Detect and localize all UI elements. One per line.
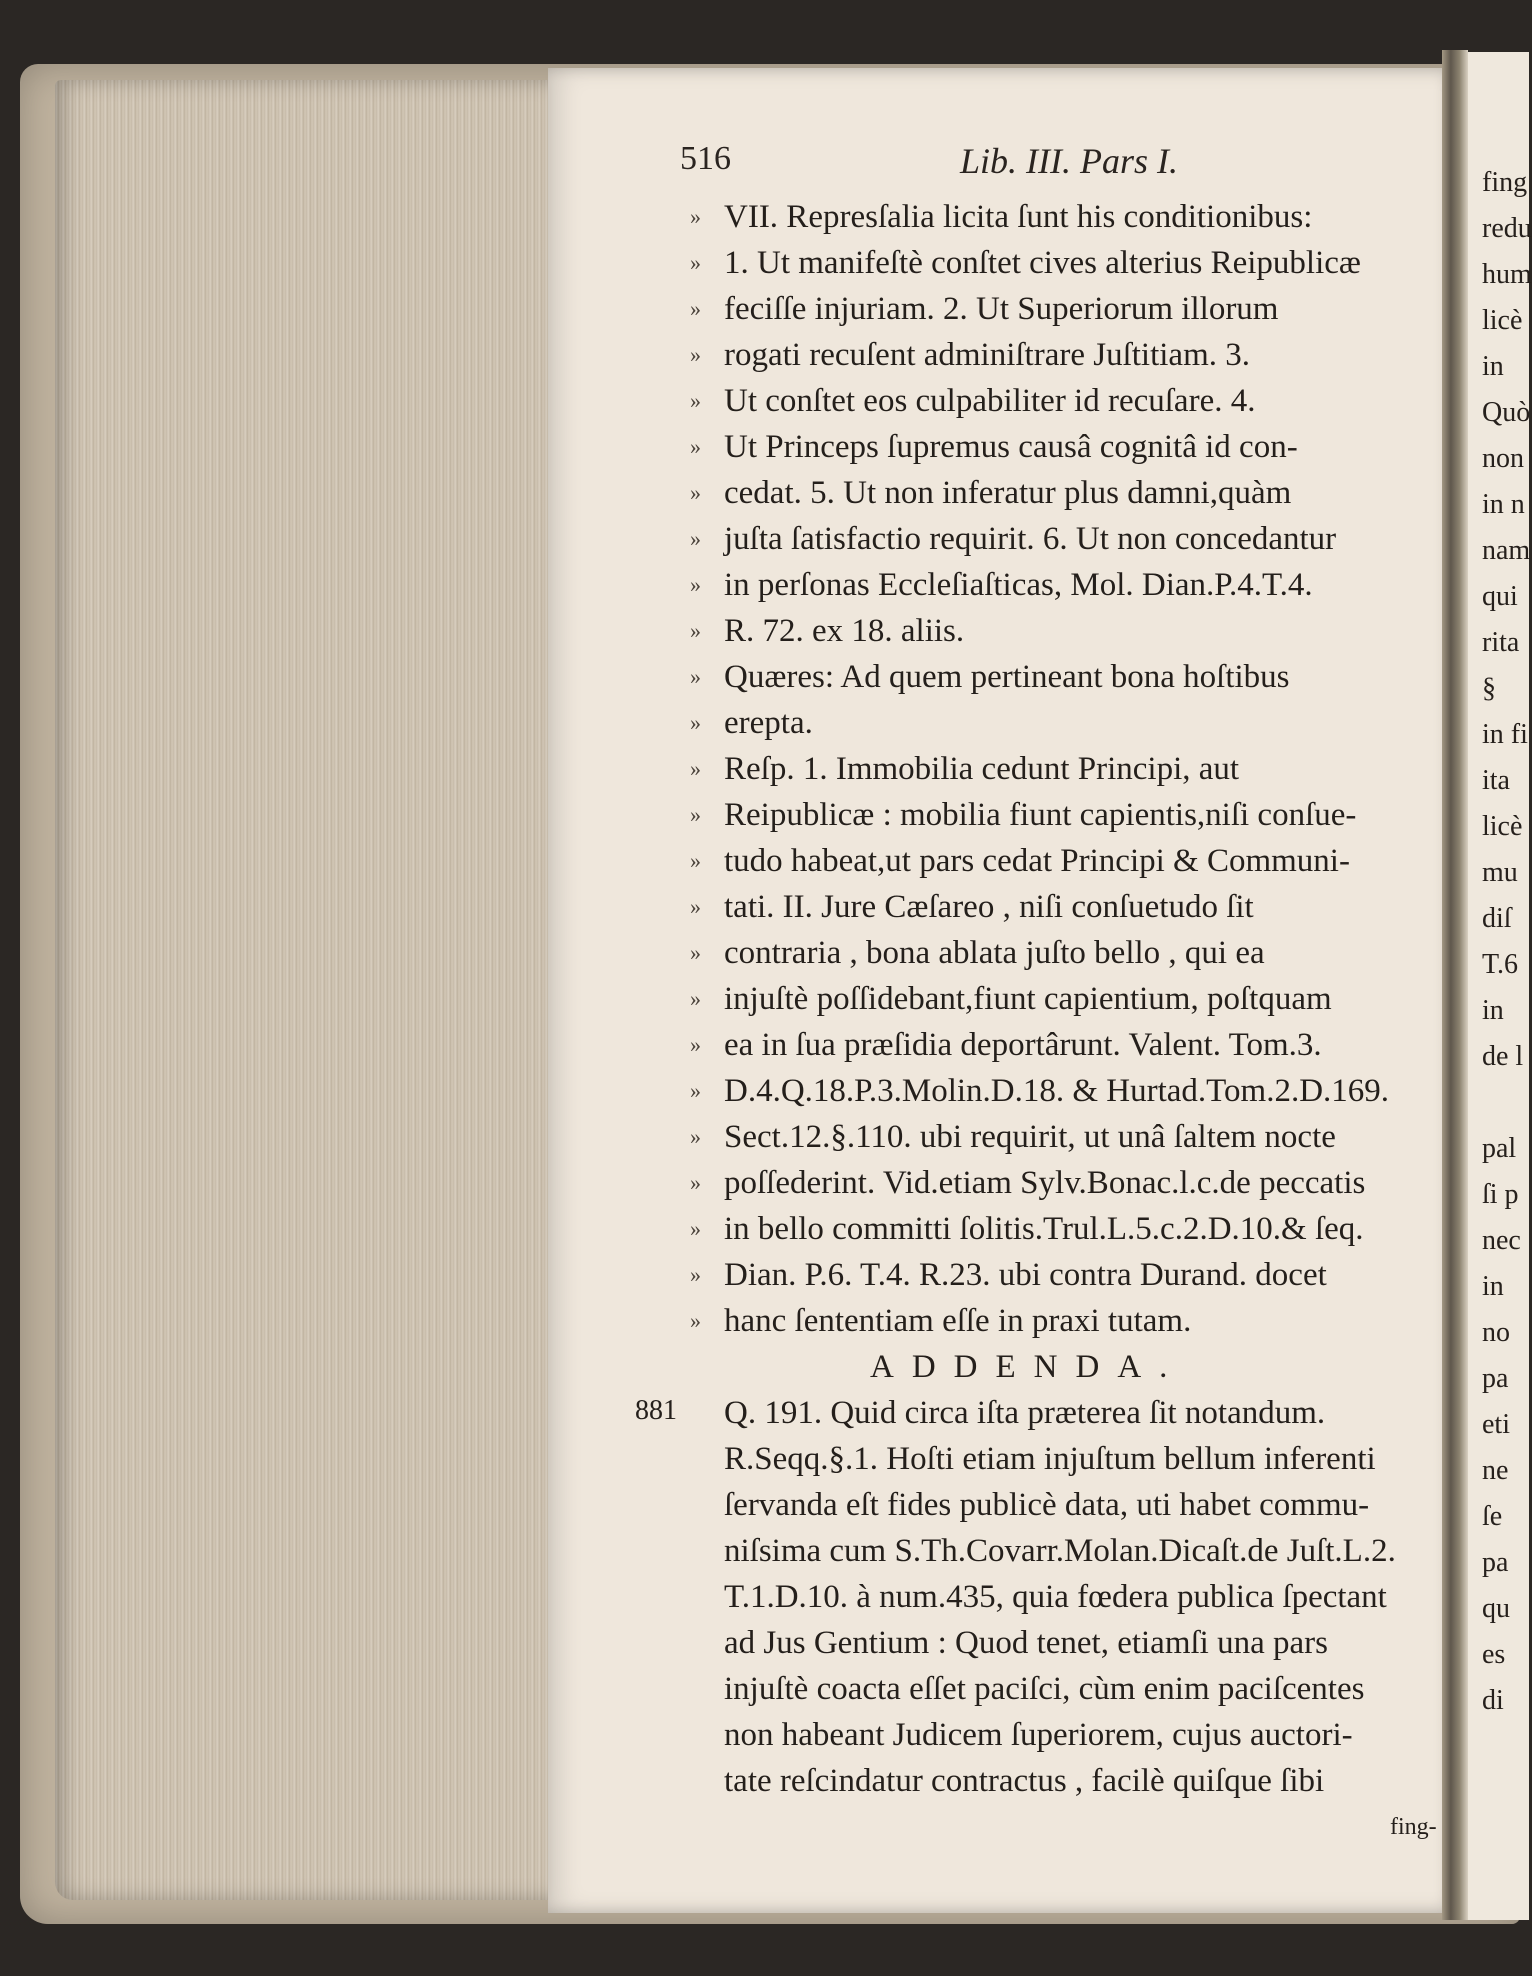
quote-marker: » [690,342,701,368]
quote-marker: » [690,296,701,322]
fragment-line: no [1482,1317,1510,1348]
quote-marker: » [690,986,701,1012]
text-line: » in bello committi ſolitis.Trul.L.5.c.2.D.10.& ſeq. [690,1204,1442,1250]
fragment-line: mu [1482,857,1518,888]
fragment-line [1482,1080,1529,1126]
addenda-line: tate reſcindatur contractus , facilè quiſque ſibi [724,1763,1325,1800]
fragment-line: pal [1482,1133,1517,1164]
fragment-line: nam [1482,535,1531,566]
text-line: » tudo habeat,ut pars cedat Principi & Communi- [690,836,1442,882]
text-line: » 1. Ut manifeſtè conſtet cives alterius Reipublicæ [690,238,1442,284]
fragment-line: di [1482,1685,1504,1716]
page-edges [55,80,555,1900]
text-line: » Dian. P.6. T.4. R.23. ubi contra Durand. docet [690,1250,1442,1296]
fragment-line: redu [1482,213,1532,244]
quote-marker: » [690,710,701,736]
fragment-line: es [1482,1639,1506,1670]
quote-marker: » [690,434,701,460]
fragment-line: rita [1482,627,1520,658]
text-line: » rogati recuſent adminiſtrare Juſtitiam. 3. [690,330,1442,376]
text-line: » ea in ſua præſidia deportârunt. Valent. Tom.3. [690,1020,1442,1066]
text-line: » Sect.12.§.110. ubi requirit, ut unâ ſaltem nocte [690,1112,1442,1158]
quote-marker: » [690,1124,701,1150]
right-page-text [1482,160,1532,1724]
fragment-line: qui [1482,581,1518,612]
text-line: » Quæres: Ad quem pertineant bona hoſtibus [690,652,1442,698]
quote-marker: » [690,802,701,828]
fragment-line: ita [1482,765,1510,796]
text-line: » injuſtè poſſidebant,fiunt capientium, poſtquam [690,974,1442,1020]
fragment-line: pa [1482,1363,1509,1394]
quote-marker: » [690,756,701,782]
fragment-line: licè [1482,811,1523,842]
text-line: » erepta. [690,698,1442,744]
text-line: » contraria , bona ablata juſto bello , qui ea [690,928,1442,974]
margin-reference: 881 [635,1395,677,1426]
fragment-line: T.6 [1482,949,1519,980]
fragment-line: diſ [1482,903,1512,934]
quote-marker: » [690,526,701,552]
fragment-line: de l [1482,1041,1524,1072]
quote-marker: » [690,848,701,874]
text-line: » D.4.Q.18.P.3.Molin.D.18. & Hurtad.Tom.2.D.169. [690,1066,1442,1112]
text-line: » feciſſe injuriam. 2. Ut Superiorum illorum [690,284,1442,330]
fragment-line: licè [1482,305,1523,336]
main-text [635,192,1442,1848]
fragment-line: ſe [1482,1501,1503,1532]
quote-marker: » [690,618,701,644]
book-gutter [1442,50,1468,1920]
fragment-line: nec [1482,1225,1521,1256]
fragment-line: ſi p [1482,1179,1519,1210]
text-line: » Reipublicæ : mobilia fiunt capientis,niſi conſue- [690,790,1442,836]
quote-marker: » [690,1216,701,1242]
text-line: » tati. II. Jure Cæſareo , niſi conſuetudo ſit [690,882,1442,928]
text-line: » VII. Represſalia licita ſunt his conditionibus: [690,192,1442,238]
text-line: » Reſp. 1. Immobilia cedunt Principi, aut [690,744,1442,790]
quote-marker: » [690,940,701,966]
text-line: » poſſederint. Vid.etiam Sylv.Bonac.l.c.de peccatis [690,1158,1442,1204]
text-line: » R. 72. ex 18. aliis. [690,606,1442,652]
quote-marker: » [690,664,701,690]
quote-marker: » [690,204,701,230]
quote-marker: » [690,388,701,414]
running-head [680,140,1440,190]
addenda-line: R.Seqq.§.1. Hoſti etiam injuſtum bellum inferenti [724,1441,1376,1478]
fragment-line: in [1482,995,1504,1026]
fragment-line: in [1482,1271,1504,1302]
text-line: » juſta ſatisfactio requirit. 6. Ut non concedantur [690,514,1442,560]
fragment-line: hum [1482,259,1532,290]
addenda-line: niſsima cum S.Th.Covarr.Molan.Dicaſt.de Juſt.L.2. [724,1533,1396,1570]
addenda-line: ad Jus Gentium : Quod tenet, etiamſi una pars [724,1625,1328,1662]
quote-marker: » [690,1262,701,1288]
running-head-title: Lib. III. Pars I. [960,141,1178,181]
quote-marker: » [690,480,701,506]
fragment-line: in [1482,351,1504,382]
fragment-line: eti [1482,1409,1510,1440]
fragment-line: qu [1482,1593,1510,1624]
quote-marker: » [690,894,701,920]
fragment-line: Quò [1482,397,1531,428]
quote-marker: » [690,1308,701,1334]
fragment-line: fing [1482,167,1528,198]
quote-marker: » [690,1170,701,1196]
text-line: » in perſonas Eccleſiaſticas, Mol. Dian.P.4.T.4. [690,560,1442,606]
addenda-line: injuſtè coacta eſſet paciſci, cùm enim paciſcentes [724,1671,1365,1708]
fragment-line: pa [1482,1547,1509,1578]
addenda-heading: ADDENDA. [870,1349,1186,1386]
addenda-line: 881 Q. 191. Quid circa iſta præterea ſit notandum. [690,1388,1442,1434]
text-line: » hanc ſententiam eſſe in praxi tutam. [690,1296,1442,1342]
quote-marker: » [690,572,701,598]
quote-marker: » [690,250,701,276]
fragment-line: in fi [1482,719,1528,750]
fragment-line: in n [1482,489,1525,520]
addenda-line: ſervanda eſt fides publicè data, uti habet commu- [724,1487,1370,1524]
fragment-line: § [1482,673,1496,704]
quote-marker: » [690,1032,701,1058]
catchword: fing- [1390,1814,1437,1841]
addenda-line: non habeant Judicem ſuperiorem, cujus auctori- [724,1717,1353,1754]
addenda-line: T.1.D.10. à num.435, quia fœdera publica ſpectant [724,1579,1387,1616]
text-line: » Ut Princeps ſupremus causâ cognitâ id con- [690,422,1442,468]
fragment-line: non [1482,443,1524,474]
quote-marker: » [690,1078,701,1104]
text-line: » Ut conſtet eos culpabiliter id recuſare. 4. [690,376,1442,422]
fragment-line: ne [1482,1455,1509,1486]
page-number: 516 [680,140,731,177]
text-line: » cedat. 5. Ut non inferatur plus damni,quàm [690,468,1442,514]
